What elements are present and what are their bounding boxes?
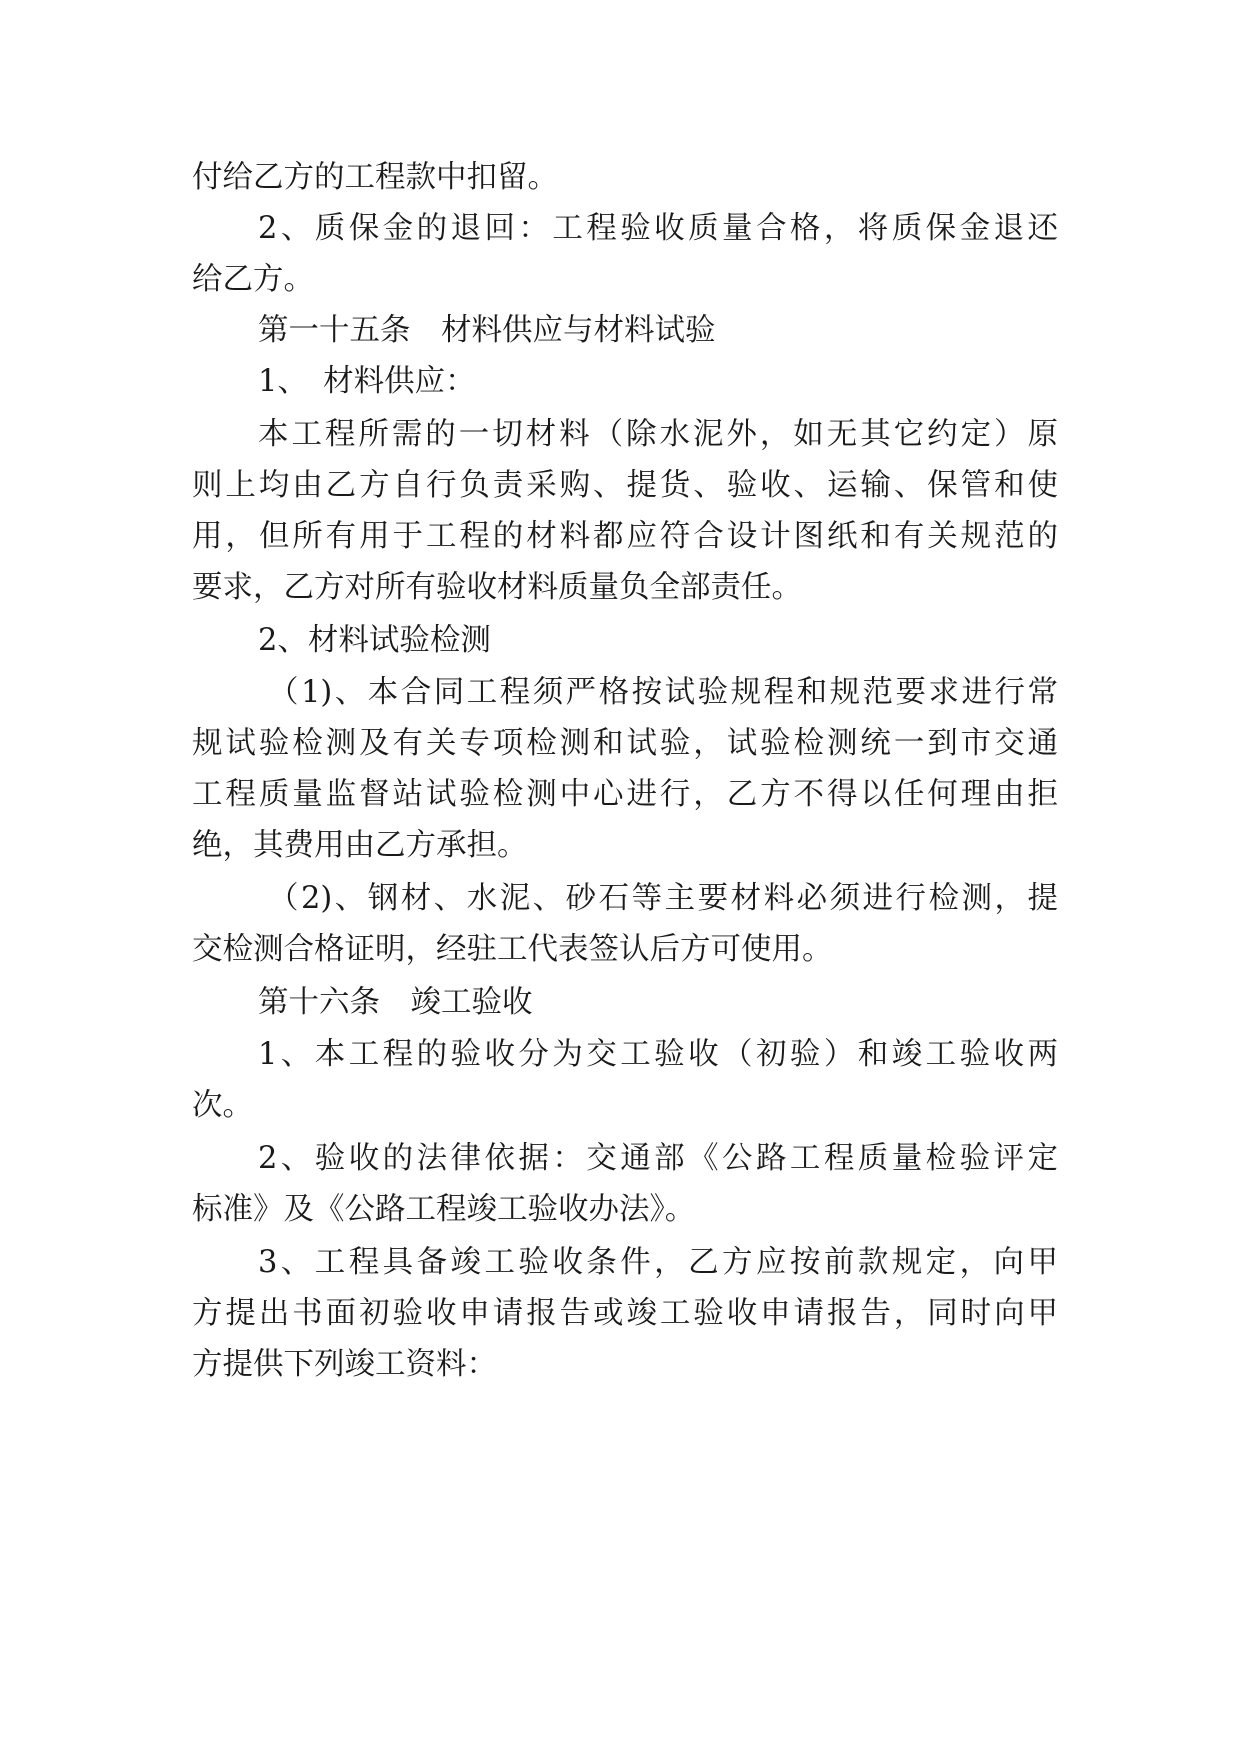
text-line: 次。 bbox=[192, 1088, 253, 1123]
text-line: （2)、钢材、水泥、砂石等主要材料必须进行检测，提 bbox=[268, 881, 1058, 916]
text-line: 标准》及《公路工程竣工验收办法》。 bbox=[192, 1192, 696, 1227]
text-line: 3、工程具备竣工验收条件，乙方应按前款规定，向甲 bbox=[258, 1245, 1058, 1280]
subsection-heading: 2、材料试验检测 bbox=[258, 623, 491, 658]
text-line: 工程质量监督站试验检测中心进行，乙方不得以任何理由拒 bbox=[192, 777, 1058, 812]
text-line: 要求，乙方对所有验收材料质量负全部责任。 bbox=[192, 570, 802, 605]
text-line: 2、质保金的退回：工程验收质量合格，将质保金退还 bbox=[258, 211, 1058, 246]
text-line: 绝，其费用由乙方承担。 bbox=[192, 828, 528, 863]
text-line: 给乙方。 bbox=[192, 262, 314, 297]
text-line: 1、本工程的验收分为交工验收（初验）和竣工验收两 bbox=[258, 1037, 1058, 1072]
text-line: 2、验收的法律依据：交通部《公路工程质量检验评定 bbox=[258, 1141, 1058, 1176]
subsection-heading: 1、 材料供应： bbox=[258, 364, 476, 399]
text-line: 本工程所需的一切材料（除水泥外，如无其它约定）原 bbox=[258, 417, 1058, 452]
text-line: 方提出书面初验收申请报告或竣工验收申请报告，同时向甲 bbox=[192, 1296, 1058, 1331]
text-line: （1)、本合同工程须严格按试验规程和规范要求进行常 bbox=[268, 675, 1058, 710]
section-heading: 第一十五条 材料供应与材料试验 bbox=[258, 313, 716, 348]
text-line: 付给乙方的工程款中扣留。 bbox=[192, 160, 558, 195]
text-line: 则上均由乙方自行负责采购、提货、验收、运输、保管和使 bbox=[192, 468, 1058, 503]
text-line: 方提供下列竣工资料： bbox=[192, 1347, 497, 1382]
section-heading: 第十六条 竣工验收 bbox=[258, 985, 533, 1020]
text-line: 规试验检测及有关专项检测和试验，试验检测统一到市交通 bbox=[192, 726, 1058, 761]
text-line: 交检测合格证明，经驻工代表签认后方可使用。 bbox=[192, 932, 833, 967]
text-line: 用，但所有用于工程的材料都应符合设计图纸和有关规范的 bbox=[192, 519, 1058, 554]
